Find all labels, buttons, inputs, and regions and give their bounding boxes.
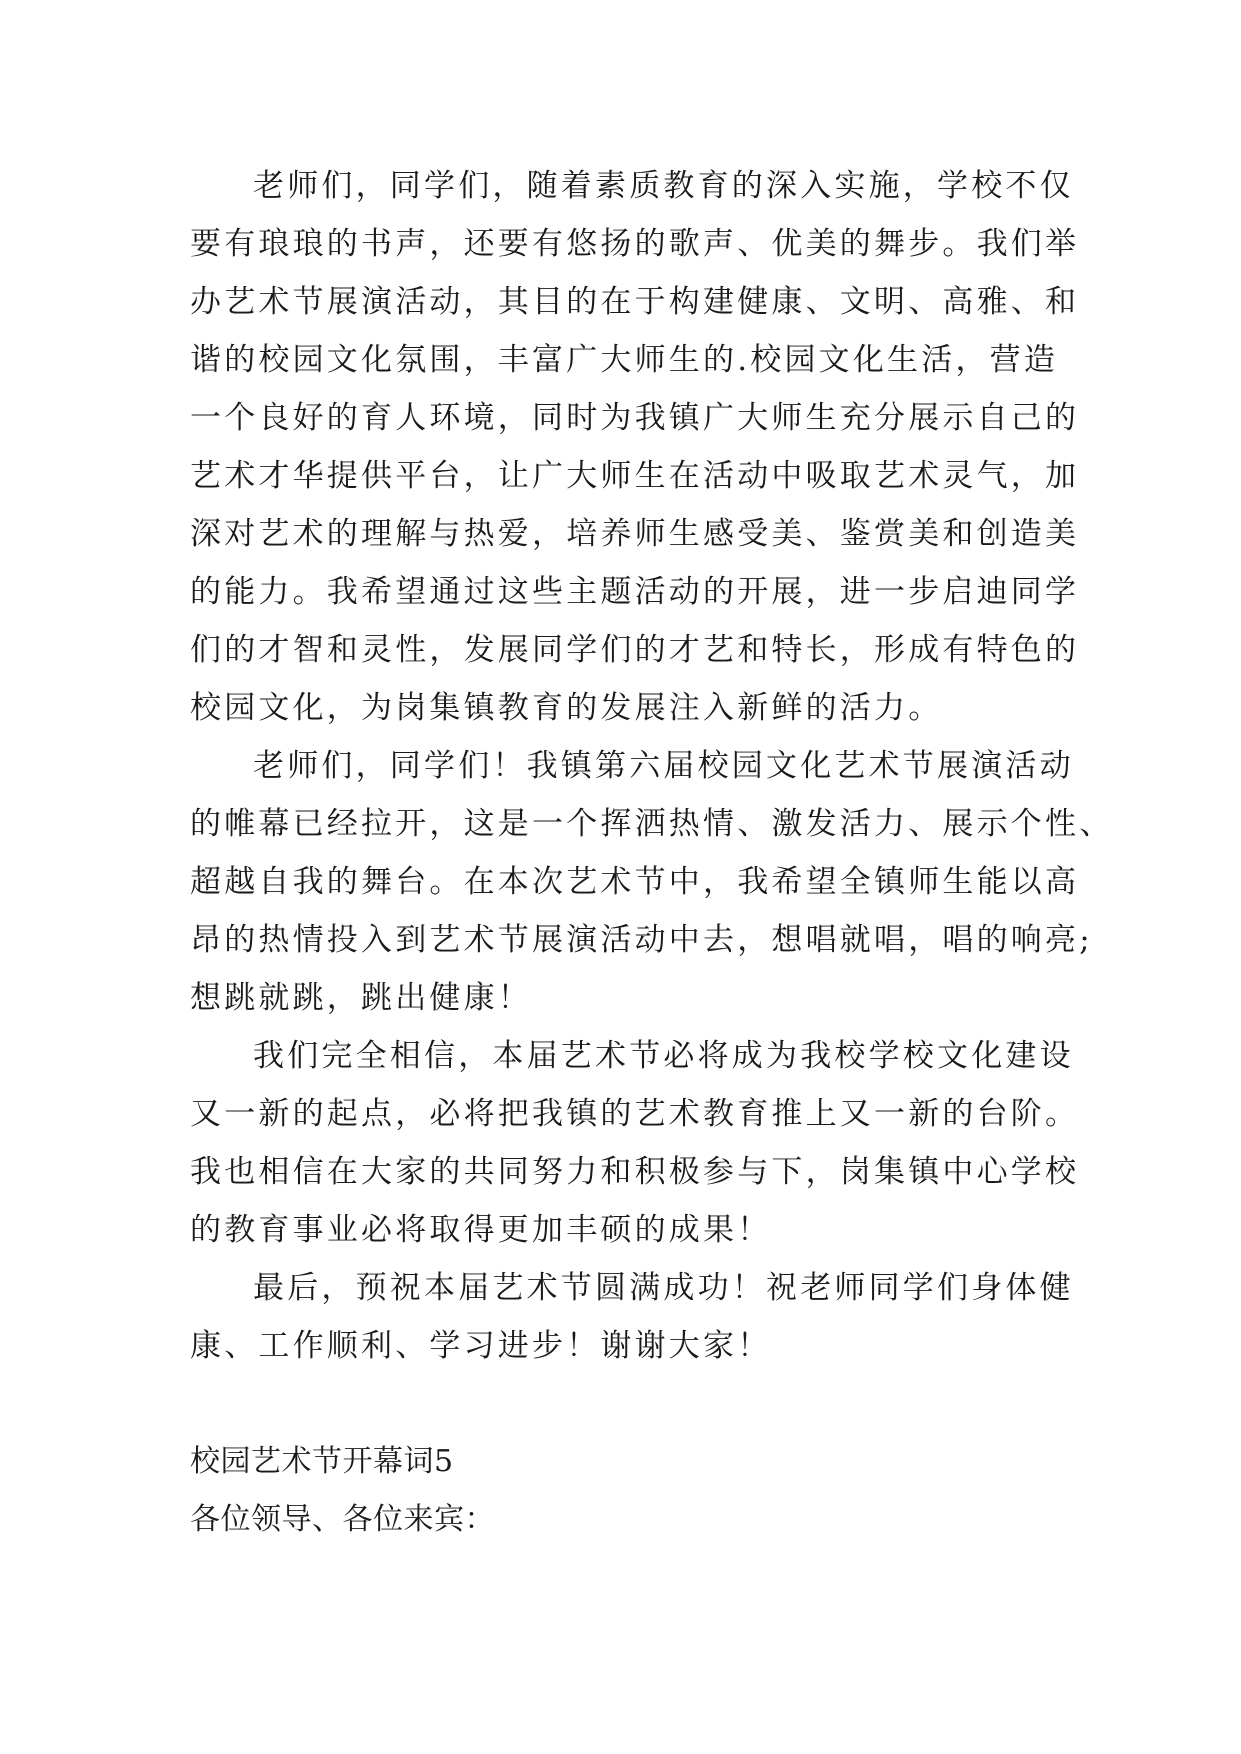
text-line: 的能力。我希望通过这些主题活动的开展，进一步启迪同学 — [190, 574, 1080, 610]
text-line: 校园文化，为岗集镇教育的发展注入新鲜的活力。 — [190, 690, 943, 726]
text-line: 老师们，同学们，随着素质教育的深入实施，学校不仅 — [253, 168, 1074, 204]
section-title: 校园艺术节开幕词5 — [190, 1444, 454, 1479]
text-line: 我们完全相信，本届艺术节必将成为我校学校文化建设 — [253, 1038, 1074, 1074]
text-line: 超越自我的舞台。在本次艺术节中，我希望全镇师生能以高 — [190, 864, 1080, 900]
text-line: 的帷幕已经拉开，这是一个挥洒热情、激发活力、展示个性、 — [190, 806, 1114, 842]
text-line: 老师们，同学们！我镇第六届校园文化艺术节展演活动 — [253, 748, 1074, 784]
text-line: 们的才智和灵性，发展同学们的才艺和特长，形成有特色的 — [190, 632, 1080, 668]
salutation: 各位领导、各位来宾： — [190, 1502, 495, 1537]
text-line: 想跳就跳，跳出健康！ — [190, 980, 532, 1016]
text-line: 办艺术节展演活动，其目的在于构建健康、文明、高雅、和 — [190, 284, 1080, 320]
text-line: 又一新的起点，必将把我镇的艺术教育推上又一新的台阶。 — [190, 1096, 1080, 1132]
text-line: 一个良好的育人环境，同时为我镇广大师生充分展示自己的 — [190, 400, 1080, 436]
text-line: 最后，预祝本届艺术节圆满成功！祝老师同学们身体健 — [253, 1270, 1074, 1306]
text-line: 要有琅琅的书声，还要有悠扬的歌声、优美的舞步。我们举 — [190, 226, 1080, 262]
text-line: 艺术才华提供平台，让广大师生在活动中吸取艺术灵气，加 — [190, 458, 1080, 494]
text-line: 深对艺术的理解与热爱，培养师生感受美、鉴赏美和创造美 — [190, 516, 1080, 552]
text-line: 谐的校园文化氛围，丰富广大师生的.校园文化生活，营造 — [190, 342, 1059, 378]
text-line: 的教育事业必将取得更加丰硕的成果！ — [190, 1212, 772, 1248]
text-line: 我也相信在大家的共同努力和积极参与下，岗集镇中心学校 — [190, 1154, 1080, 1190]
text-line: 康、工作顺利、学习进步！谢谢大家！ — [190, 1328, 772, 1364]
text-line: 昂的热情投入到艺术节展演活动中去，想唱就唱，唱的响亮; — [190, 922, 1093, 958]
